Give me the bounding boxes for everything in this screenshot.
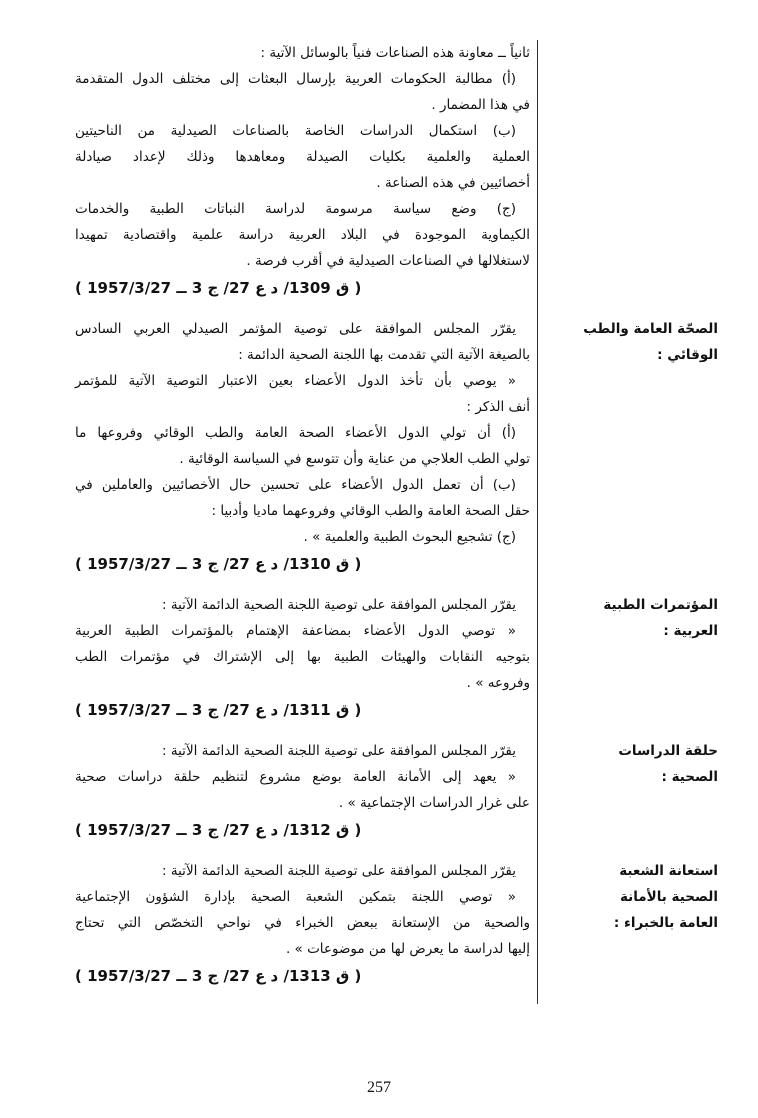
text-line: أخصائيين في هذه الصناعة . (376, 175, 530, 191)
text-line: (ج) وضع سياسة مرسومة لدراسة النباتات الطبية والخدمات (75, 201, 516, 217)
resolution-block (75, 858, 537, 1004)
page-number: 257 (367, 1079, 391, 1096)
resolution-citation (75, 816, 530, 844)
text-line: أنف الذكر : (466, 399, 530, 415)
citation-text: ( ق 1311/ د ع 27/ ج 3 ــ 1957/3/27 ) (75, 701, 362, 719)
text-line: (أ) أن تولي الدول الأعضاء الصحة العامة والطب الوقائي وفروعها ما (75, 425, 516, 441)
resolution-row (75, 592, 720, 738)
text-line: يقرّر المجلس الموافقة على توصية اللجنة الصحية الدائمة الآتية : (162, 597, 516, 613)
text-line: في هذا المضمار . (431, 97, 530, 113)
text-line: ثانياً ــ معاونة هذه الصناعات فنياً بالوسائل الآتية : (260, 45, 530, 61)
margin-heading (537, 316, 720, 592)
text-line: (ب) استكمال الدراسات الخاصة بالصناعات الصيدلية من الناحيتين (75, 123, 516, 139)
text-line: يقرّر المجلس الموافقة على توصية اللجنة الصحية الدائمة الآتية : (162, 743, 516, 759)
citation-text: ( ق 1313/ د ع 27/ ج 3 ــ 1957/3/27 ) (75, 967, 362, 985)
resolution-block (75, 592, 537, 738)
citation-text: ( ق 1312/ د ع 27/ ج 3 ــ 1957/3/27 ) (75, 821, 362, 839)
margin-heading-line: العربية : (663, 623, 718, 639)
text-line: تولي الطب العلاجي من عناية وأن تتوسع في السياسة الوقائية . (179, 451, 530, 467)
text-line: يقرّر المجلس الموافقة على توصية اللجنة الصحية الدائمة الآتية : (162, 863, 516, 879)
margin-heading-line: العامة بالخبراء : (613, 915, 718, 931)
resolution-block (75, 316, 537, 592)
text-line: لاستغلالها في الصناعات الصيدلية في أقرب فرصة . (246, 253, 530, 269)
margin-heading-line: استعانة الشعبة (619, 863, 718, 879)
margin-heading (537, 592, 720, 738)
text-line: العملية والعلمية بكليات الصيدلة ومعاهدها وذلك لإعداد صيادلة (75, 149, 530, 165)
text-line: « توصي الدول الأعضاء بمضاعفة الإهتمام بالمؤتمرات الطبية العربية (75, 623, 516, 639)
citation-text: ( ق 1310/ د ع 27/ ج 3 ــ 1957/3/27 ) (75, 555, 362, 573)
margin-heading (537, 858, 720, 1004)
text-line: « توصي اللجنة بتمكين الشعبة الصحية بإدارة الشؤون الإجتماعية (75, 889, 516, 905)
text-line: (ج) تشجيع البحوث الطبية والعلمية » . (303, 529, 516, 545)
citation-text: ( ق 1309/ د ع 27/ ج 3 ــ 1957/3/27 ) (75, 279, 362, 297)
text-line: الكيماوية الموجودة في البلاد العربية دراسة علمية واقتصادية تمهيدا (75, 227, 530, 243)
resolution-block (75, 738, 537, 858)
resolution-row (75, 40, 720, 316)
text-line: « يعهد إلى الأمانة العامة بوضع مشروع لتنظيم حلقة دراسات صحية (75, 769, 516, 785)
margin-heading-line: الصحية بالأمانة (619, 889, 718, 905)
text-line: « يوصي بأن تأخذ الدول الأعضاء بعين الاعتبار التوصية الآتية للمؤتمر (75, 373, 516, 389)
text-line: بتوجيه النقابات والهيئات الطبية بها إلى الإشتراك في مؤتمرات الطب (75, 649, 530, 665)
margin-heading (537, 40, 720, 316)
text-line: (أ) مطالبة الحكومات العربية بإرسال البعثات إلى مختلف الدول المتقدمة (75, 71, 516, 87)
resolution-citation (75, 962, 530, 990)
margin-heading-line: حلقة الدراسات (618, 743, 718, 759)
margin-heading-line: المؤتمرات الطبية (603, 597, 718, 613)
margin-heading-line: الصحّة العامة والطب (583, 321, 718, 337)
resolution-citation (75, 696, 530, 724)
resolution-block (75, 40, 537, 316)
text-line: بالصيغة الآتية التي تقدمت بها اللجنة الصحية الدائمة : (238, 347, 530, 363)
text-line: (ب) أن تعمل الدول الأعضاء على تحسين حال الأخصائيين والعاملين في (75, 477, 516, 493)
text-line: يقرّر المجلس الموافقة على توصية المؤتمر الصيدلي العربي السادس (75, 321, 516, 337)
margin-heading-line: الوقائي : (657, 347, 718, 363)
resolution-row (75, 738, 720, 858)
text-line: وفروعه » . (466, 675, 530, 691)
resolution-citation (75, 274, 530, 302)
text-line: حقل الصحة العامة والطب الوقائي وفروعهما ماديا وأدبيا : (211, 503, 530, 519)
text-line: والصحية من الإستعانة ببعض الخبراء في نواحي التخصّص التي تحتاج (75, 915, 530, 931)
margin-heading-line: الصحية : (661, 769, 718, 785)
resolution-citation (75, 550, 530, 578)
page-content (75, 40, 720, 1004)
margin-heading (537, 738, 720, 858)
resolution-row (75, 858, 720, 1004)
text-line: إليها لدراسة ما يعرض لها من موضوعات » . (285, 941, 530, 957)
resolution-row (75, 316, 720, 592)
text-line: على غرار الدراسات الإجتماعية » . (338, 795, 530, 811)
